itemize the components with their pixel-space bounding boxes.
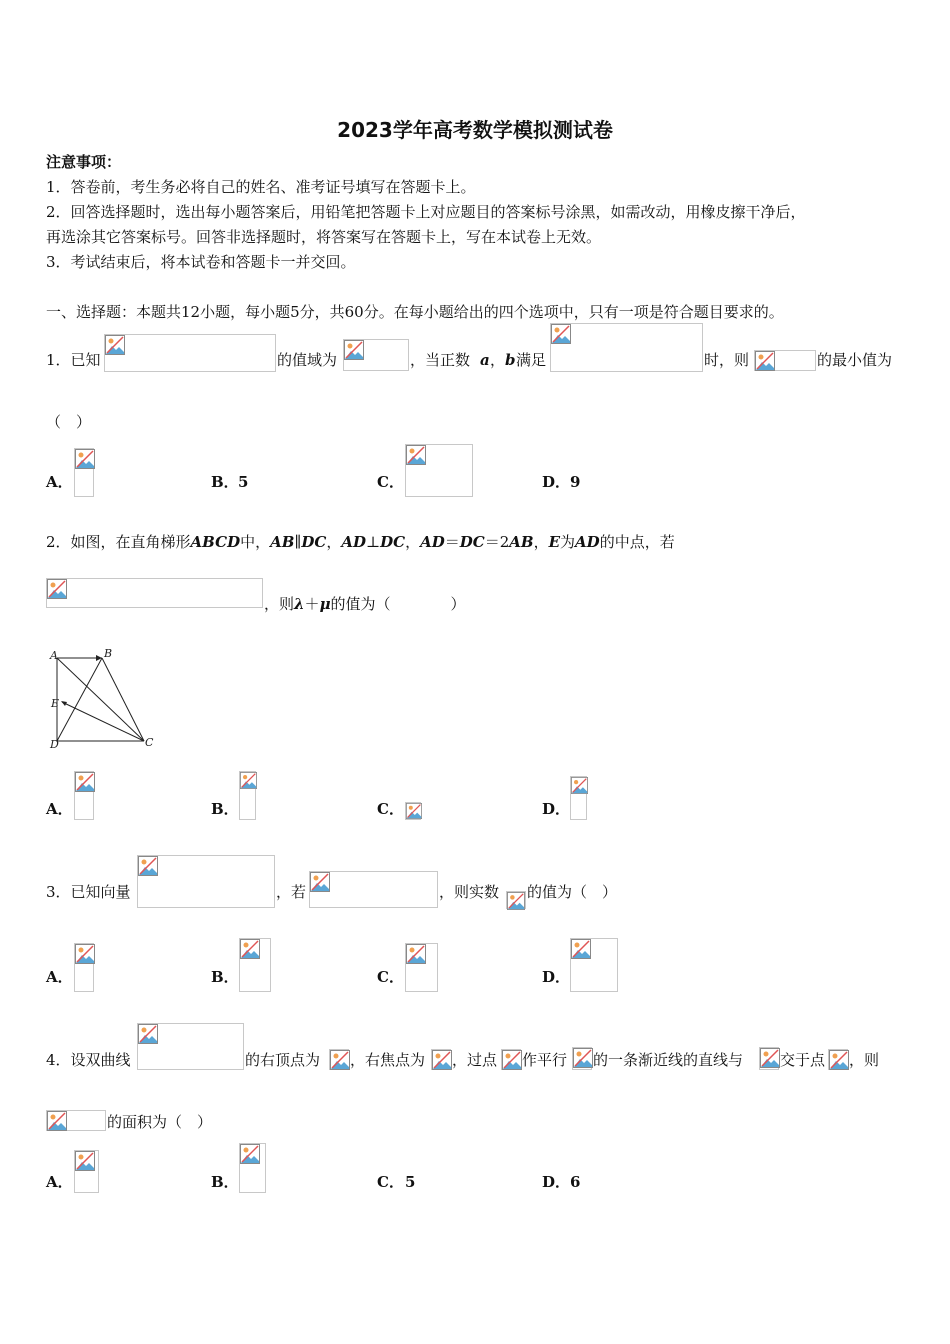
option-d-value: 6 — [570, 1173, 581, 1191]
page-title: 2023学年高考数学模拟测试卷 — [337, 118, 613, 142]
q4-text: ，则 — [849, 1051, 880, 1069]
fig-label-a: A — [50, 649, 58, 662]
option-d[interactable]: D． — [542, 473, 571, 491]
q1-text: 满足 — [516, 351, 547, 369]
option-a[interactable]: A． — [46, 800, 73, 818]
notice-item: 2．回答选择题时，选出每小题答案后，用铅笔把答题卡上对应题目的答案标号涂黑，如需改动，用橡皮擦干净后， — [46, 203, 806, 221]
formula-image — [754, 350, 816, 371]
formula-image — [572, 1047, 592, 1070]
option-b[interactable]: B． — [211, 1173, 239, 1191]
q1-text: ，当正数 — [410, 351, 471, 369]
option-d[interactable]: D． — [542, 1173, 571, 1191]
fig-label-d: D — [50, 738, 59, 751]
formula-image — [329, 1049, 349, 1070]
formula-image — [239, 771, 256, 820]
option-c[interactable]: C． — [377, 968, 404, 986]
formula-image — [828, 1049, 848, 1070]
formula-image — [104, 334, 276, 372]
fig-label-b: B — [104, 647, 113, 660]
q3-text: ，则实数 — [439, 883, 500, 901]
q4-text: 的面积为（ ） — [107, 1113, 213, 1131]
q4-text: ，过点 — [452, 1051, 498, 1069]
q1-text: 的最小值为 — [817, 351, 893, 369]
formula-image — [405, 444, 473, 497]
formula-image — [506, 891, 526, 909]
q4-text: 交于点 — [780, 1051, 826, 1069]
formula-image — [137, 855, 275, 908]
fig-label-c: C — [145, 736, 154, 749]
q3-text: ，若 — [276, 883, 307, 901]
formula-image — [309, 871, 438, 908]
trapezoid-figure — [44, 645, 159, 753]
q4-num: 4．设双曲线 — [46, 1051, 131, 1069]
q4-text: 的右顶点为 — [245, 1051, 321, 1069]
q4-text: ，右焦点为 — [350, 1051, 426, 1069]
formula-image — [46, 1110, 106, 1131]
option-c[interactable]: C． — [377, 800, 404, 818]
q3-num: 3．已知向量 — [46, 883, 131, 901]
formula-image — [74, 448, 94, 497]
formula-image — [501, 1049, 521, 1070]
notice-item: 3．考试结束后，将本试卷和答题卡一并交回。 — [46, 253, 356, 271]
q1-text: 的值域为 — [277, 351, 338, 369]
option-c[interactable]: C． — [377, 473, 404, 491]
option-b[interactable]: B． — [211, 473, 239, 491]
q4-text: 的一条渐近线的直线与 — [593, 1051, 744, 1069]
fig-label-e: E — [51, 697, 60, 710]
formula-image — [570, 776, 587, 820]
formula-image — [343, 339, 409, 371]
option-d-value: 9 — [570, 473, 581, 491]
formula-image — [74, 1150, 99, 1193]
option-d[interactable]: D． — [542, 968, 571, 986]
q1-paren: （ ） — [46, 413, 92, 431]
formula-image — [74, 943, 94, 992]
q1-text: ， — [490, 351, 506, 369]
formula-image — [74, 771, 94, 820]
var-b: b — [505, 351, 516, 369]
option-c[interactable]: C． — [377, 1173, 404, 1191]
option-a[interactable]: A． — [46, 1173, 73, 1191]
formula-image — [405, 943, 438, 992]
var-a: a — [480, 351, 490, 369]
formula-image — [239, 938, 271, 992]
formula-image — [137, 1023, 244, 1070]
option-b-value: 5 — [238, 473, 249, 491]
q3-text: 的值为（ ） — [527, 883, 618, 901]
q1-num: 1．已知 — [46, 351, 101, 369]
option-a[interactable]: A． — [46, 473, 73, 491]
option-b[interactable]: B． — [211, 800, 239, 818]
formula-image — [570, 938, 618, 992]
option-d[interactable]: D． — [542, 800, 571, 818]
q2-text: 2．如图，在直角梯形ABCD中，AB∥DC，AD⊥DC，AD＝DC＝2AB，E为AD的中点，若 — [46, 533, 675, 551]
q4-text: 作平行 — [522, 1051, 568, 1069]
notice-item: 1．答卷前，考生务必将自己的姓名、准考证号填写在答题卡上。 — [46, 178, 476, 196]
formula-image — [431, 1049, 451, 1070]
option-a[interactable]: A． — [46, 968, 73, 986]
notice-item: 再选涂其它答案标号。回答非选择题时，将答案写在答题卡上，写在本试卷上无效。 — [46, 228, 602, 246]
q2-text2: ，则λ＋μ的值为（ ） — [264, 595, 466, 613]
formula-image — [405, 802, 421, 820]
option-b[interactable]: B． — [211, 968, 239, 986]
option-c-value: 5 — [405, 1173, 416, 1191]
formula-image — [759, 1047, 779, 1070]
formula-image — [46, 578, 263, 608]
q1-text: 时，则 — [704, 351, 750, 369]
section-heading: 一、选择题：本题共12小题，每小题5分，共60分。在每小题给出的四个选项中，只有一项是符合题目要求的。 — [46, 303, 784, 321]
notice-heading: 注意事项： — [46, 153, 122, 171]
formula-image — [550, 323, 703, 372]
formula-image — [239, 1143, 266, 1193]
